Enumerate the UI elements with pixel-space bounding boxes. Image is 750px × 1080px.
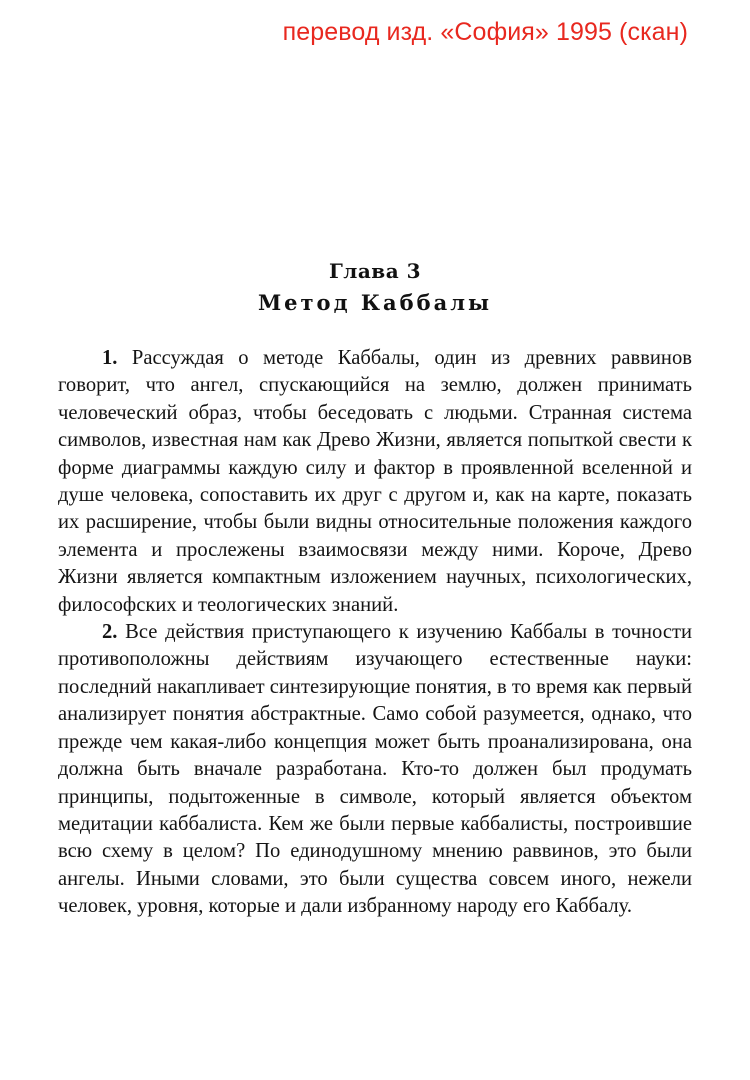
chapter-heading [0,256,750,320]
paragraph-1 [58,345,692,619]
paragraph-number: 1. [102,347,118,369]
paragraph-text: Все действия приступающего к изучению Каббалы в точности противоположны действиям изучающего естественные науки: последний накапливает синтезирующие понятия, в то время как первый анализирует понятия абстрактные. Само собой разумеется, однако, что прежде чем какая-либо концепция может быть проанализирована, она должна быть вначале разработана. Кто-то должен был продумать принципы, подытоженные в символе, который является объектом медитации каббалиста. Кем же были первые каббалисты, построившие всю схему в целом? По единодушному мнению раввинов, это были ангелы. Иными словами, это были существа совсем иного, нежели человек, уровня, которые и дали избранному народу его Каббалу. [58,621,692,918]
chapter-body [58,345,692,921]
paragraph-number: 2. [102,621,118,644]
source-annotation: перевод изд. «София» 1995 (скан) [282,18,688,46]
chapter-number: Глава 3 [328,259,422,283]
paragraph-2 [58,619,692,920]
chapter-title: Метод Каббалы [257,290,493,315]
paragraph-text: Рассуждая о методе Каббалы, один из древних раввинов говорит, что ангел, спускающийся на землю, должен принимать человеческий образ, чтобы беседовать с людьми. Странная система символов, известная нам как Древо Жизни, является попыткой свести к форме диаграммы каждую силу и фактор в проявленной вселенной и душе человека, сопоставить их друг с другом и, как на карте, показать их расширение, чтобы были видны относительные положения каждого элемента и прослежены взаимосвязи между ними. Короче, Древо Жизни является компактным изложением научных, психологических, философских и теологических знаний. [58,347,692,616]
